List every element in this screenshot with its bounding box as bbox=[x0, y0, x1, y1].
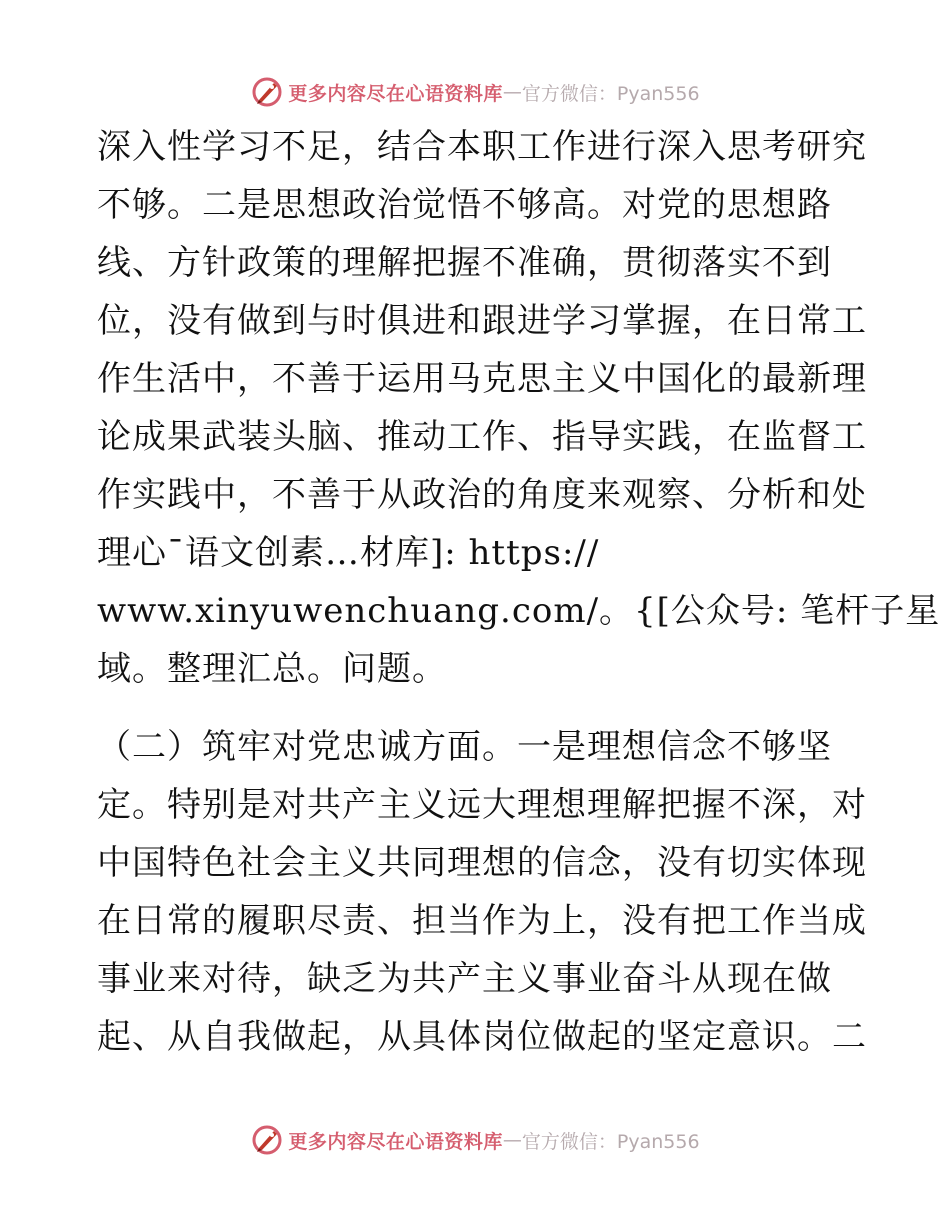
quill-pen-icon bbox=[250, 75, 284, 109]
text-line: 在日常的履职尽责、担当作为上，没有把工作当成 bbox=[97, 901, 867, 941]
text-line: 事业来对待，缺乏为共产主义事业奋斗从现在做 bbox=[97, 959, 832, 999]
footer-banner bbox=[0, 1120, 950, 1160]
document-body bbox=[97, 118, 941, 1066]
header-banner bbox=[0, 72, 950, 112]
text-line: 作生活中，不善于运用马克思主义中国化的最新理 bbox=[97, 359, 867, 399]
text-line: 不够。二是思想政治觉悟不够高。对党的思想路 bbox=[97, 185, 832, 225]
text-line: 定。特别是对共产主义远大理想理解把握不深，对 bbox=[97, 785, 867, 825]
text-line: 理心¯语文创素…材库]: https:// bbox=[97, 533, 600, 573]
text-line: 作实践中，不善于从政治的角度来观察、分析和处 bbox=[97, 475, 867, 515]
text-line: 论成果武装头脑、推动工作、指导实践，在监督工 bbox=[97, 417, 867, 457]
banner-account: 官方微信：Pyan556 bbox=[521, 1130, 700, 1153]
text-line: 深入性学习不足，结合本职工作进行深入思考研究 bbox=[97, 127, 867, 167]
text-line: （二）筑牢对党忠诚方面。一是理想信念不够坚 bbox=[97, 727, 832, 767]
banner-title: 更多内容尽在心语资料库 bbox=[288, 1130, 503, 1153]
quill-pen-icon bbox=[250, 1123, 284, 1157]
paragraph-1 bbox=[97, 118, 941, 698]
banner-separator: — bbox=[502, 1129, 522, 1151]
text-line: 线、方针政策的理解把握不准确，贯彻落实不到 bbox=[97, 243, 832, 283]
text-line: www.xinyuwenchuang.com/。{[公众号: 笔杆子星 bbox=[97, 591, 941, 631]
text-line: 中国特色社会主义共同理想的信念，没有切实体现 bbox=[97, 843, 867, 883]
text-line: 域。整理汇总。问题。 bbox=[97, 649, 447, 689]
paragraph-2 bbox=[97, 718, 867, 1066]
banner-title: 更多内容尽在心语资料库 bbox=[288, 82, 503, 105]
banner-account: 官方微信：Pyan556 bbox=[521, 82, 700, 105]
banner-separator: — bbox=[502, 81, 522, 103]
text-line: 位，没有做到与时俱进和跟进学习掌握，在日常工 bbox=[97, 301, 867, 341]
text-line: 起、从自我做起，从具体岗位做起的坚定意识。二 bbox=[97, 1017, 867, 1057]
paragraph-gap bbox=[97, 698, 857, 718]
